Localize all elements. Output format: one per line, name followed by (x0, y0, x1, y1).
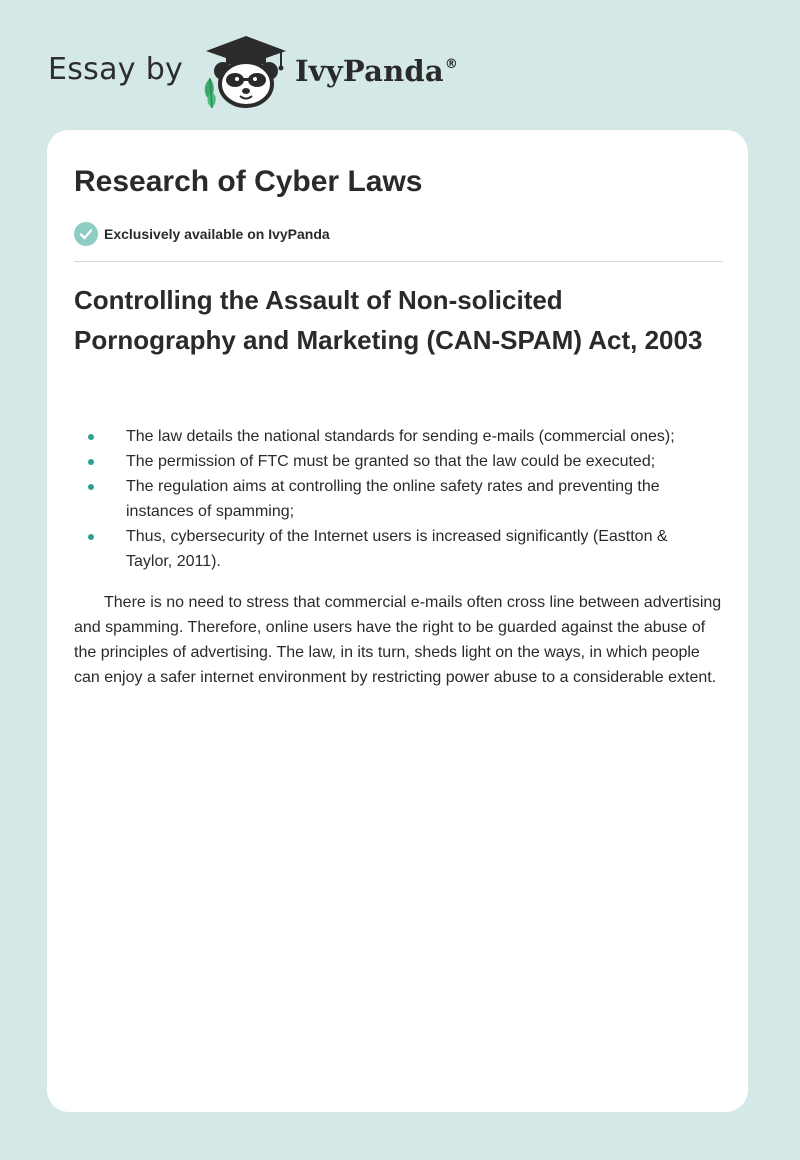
registered-mark: ® (444, 57, 459, 73)
list-item-text: The permission of FTC must be granted so that the law could be executed; (126, 453, 656, 470)
brand-name (295, 54, 458, 88)
brand-label: IvyPanda (295, 54, 444, 88)
bullet-dot-icon (88, 534, 94, 540)
essay-by-label: Essay by (48, 52, 184, 87)
list-item-text: The regulation aims at controlling the online safety rates and preventing the instances of spamming; (126, 478, 660, 520)
bullet-dot-icon (88, 459, 94, 465)
list-item (74, 524, 724, 574)
list-item (74, 449, 724, 474)
list-item-text: The law details the national standards for sending e-mails (commercial ones); (126, 428, 675, 445)
badge-label: Exclusively available on IvyPanda (104, 226, 330, 242)
essay-card (47, 130, 748, 1112)
list-item (74, 474, 724, 524)
bullet-list (74, 424, 724, 574)
body-paragraph: There is no need to stress that commercial e-mails often cross line between advertising and spamming. Therefore, online users have the right to be guarded against the abuse of the principles of advertising. The law, in its turn, sheds light on the ways, in which people can enjoy a safer internet environment by restricting power abuse to a considerable extent. (74, 594, 722, 686)
list-item-text: Thus, cybersecurity of the Internet users is increased significantly (Eastton & Taylor, 2011). (126, 528, 668, 570)
exclusive-badge (74, 222, 330, 246)
section-heading: Controlling the Assault of Non-solicited Pornography and Marketing (CAN-SPAM) Act, 2003 (74, 285, 703, 355)
divider (74, 261, 723, 262)
panda-graduate-logo-icon (200, 34, 292, 110)
list-item (74, 424, 724, 449)
page-title: Research of Cyber Laws (74, 165, 423, 198)
bullet-dot-icon (88, 484, 94, 490)
check-icon (74, 222, 98, 246)
site-header (48, 30, 508, 110)
bullet-dot-icon (88, 434, 94, 440)
